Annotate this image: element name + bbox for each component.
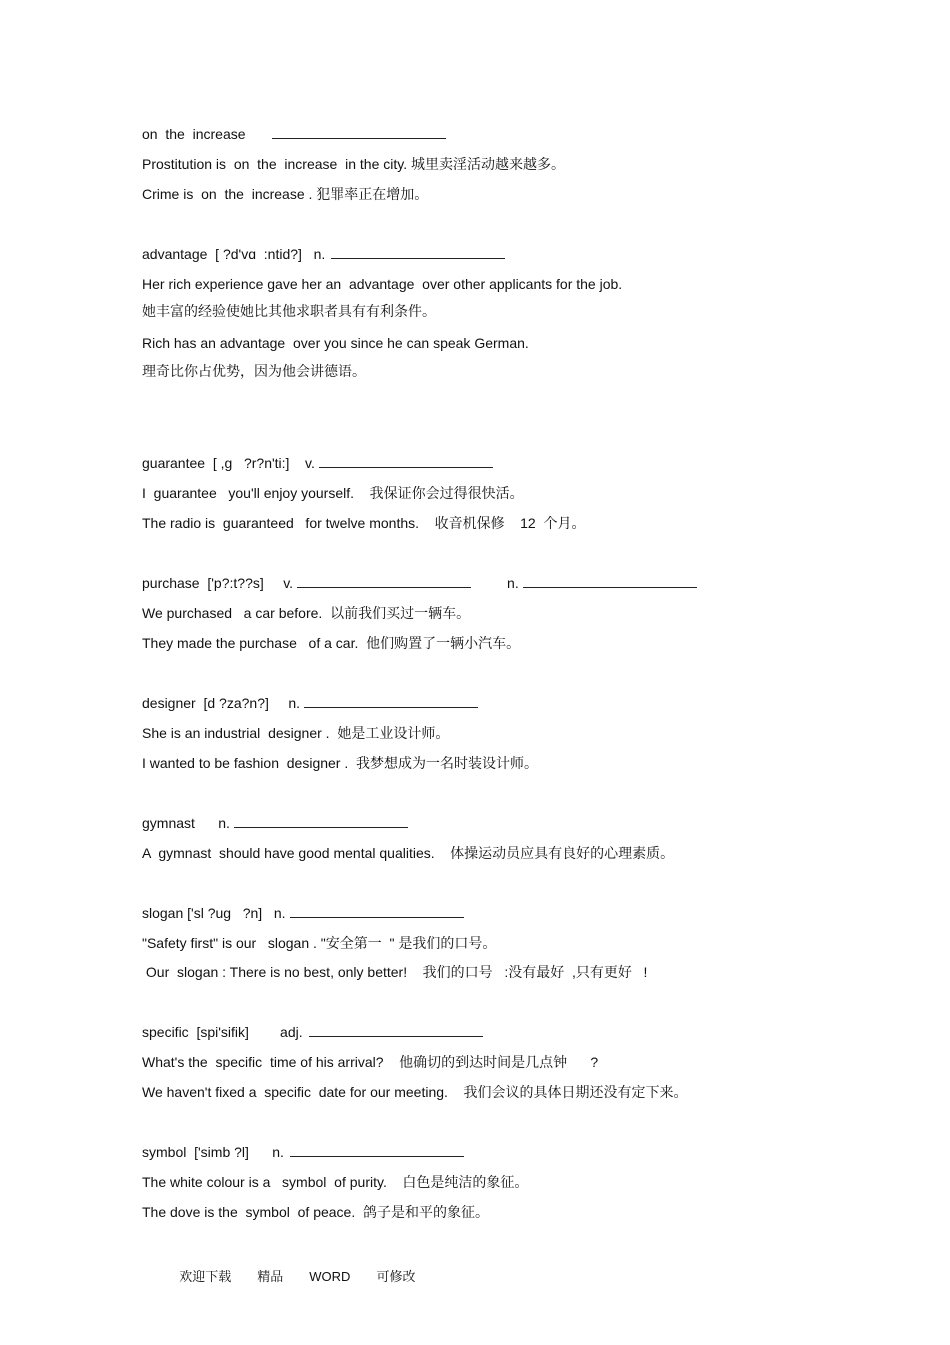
example-sentence: Prostitution is on the increase in the city. 城里卖淫活动越来越多。 [142, 156, 565, 172]
example-sentence: They made the purchase of a car. 他们购置了一辆小汽车。 [142, 635, 521, 651]
footer-item: 精品 [257, 1269, 284, 1284]
entry-head [142, 125, 446, 143]
fill-blank [319, 455, 493, 468]
footer-item: WORD [309, 1269, 351, 1284]
headword: slogan ['sl ?uɡ ?n] n. [142, 905, 286, 921]
fill-blank [234, 815, 408, 828]
fill-blank [523, 575, 697, 588]
headword: on the increase [142, 126, 246, 142]
example-sentence: I guarantee you'll enjoy yourself. 我保证你会过得很快活。 [142, 485, 524, 501]
footer-item: 可修改 [376, 1269, 416, 1284]
fill-blank [290, 905, 464, 918]
example-sentence: The white colour is a symbol of purity. 白色是纯洁的象征。 [142, 1174, 529, 1190]
fill-blank [272, 126, 446, 139]
entry-head [142, 574, 697, 592]
example-sentence: She is an industrial designer . 她是工业设计师。 [142, 725, 450, 741]
example-sentence: What's the specific time of his arrival? 他确切的到达时间是几点钟 ? [142, 1054, 599, 1070]
entry-head [142, 814, 408, 832]
fill-blank [297, 575, 471, 588]
fill-blank [331, 246, 505, 259]
page-footer [172, 1250, 415, 1286]
example-sentence: Her rich experience gave her an advantage over other applicants for the job. [142, 276, 623, 292]
fill-blank [304, 695, 478, 708]
headword: specific [spi'sifik] adj. [142, 1024, 303, 1040]
example-translation: 理奇比你占优势，因为他会讲德语。 [142, 363, 366, 379]
example-sentence: Crime is on the increase . 犯罪率正在增加。 [142, 186, 429, 202]
entry-head [142, 1143, 464, 1161]
example-sentence: The dove is the symbol of peace. 鸽子是和平的象征。 [142, 1204, 490, 1220]
example-sentence: The radio is guaranteed for twelve months. 收音机保修 12 个月。 [142, 515, 586, 531]
headword: designer [d ?za?n?] n. [142, 695, 300, 711]
part-of-speech: n. [507, 575, 519, 591]
fill-blank [309, 1024, 483, 1037]
entry-head [142, 454, 493, 472]
headword: guarantee [ ,ɡ ?r?n'ti:] v. [142, 455, 315, 471]
footer-item: 欢迎下载 [179, 1269, 232, 1284]
entry-head [142, 1023, 483, 1041]
example-translation: 她丰富的经验使她比其他求职者具有有利条件。 [142, 303, 436, 319]
example-sentence: Rich has an advantage over you since he can speak German. [142, 335, 529, 351]
headword: advantage [ ?d'vɑ :ntid?] n. [142, 246, 326, 262]
fill-blank [290, 1144, 464, 1157]
example-sentence: We haven't fixed a specific date for our meeting. 我们会议的具体日期还没有定下来。 [142, 1084, 688, 1100]
example-sentence: "Safety first" is our slogan . "安全第一 " 是我们的口号。 [142, 935, 497, 951]
headword: purchase ['p?:t??s] v. [142, 575, 294, 591]
example-sentence: We purchased a car before. 以前我们买过一辆车。 [142, 605, 471, 621]
example-sentence: I wanted to be fashion designer . 我梦想成为一名时装设计师。 [142, 755, 539, 771]
example-sentence: A gymnast should have good mental qualities. 体操运动员应具有良好的心理素质。 [142, 845, 675, 861]
entry-head [142, 245, 505, 263]
entry-head [142, 694, 478, 712]
headword: gymnast n. [142, 815, 230, 831]
example-sentence: Our slogan : There is no best, only better! 我们的口号 :没有最好 ,只有更好 ! [142, 964, 648, 980]
entry-head [142, 904, 464, 922]
headword: symbol ['simb ?l] n. [142, 1144, 284, 1160]
